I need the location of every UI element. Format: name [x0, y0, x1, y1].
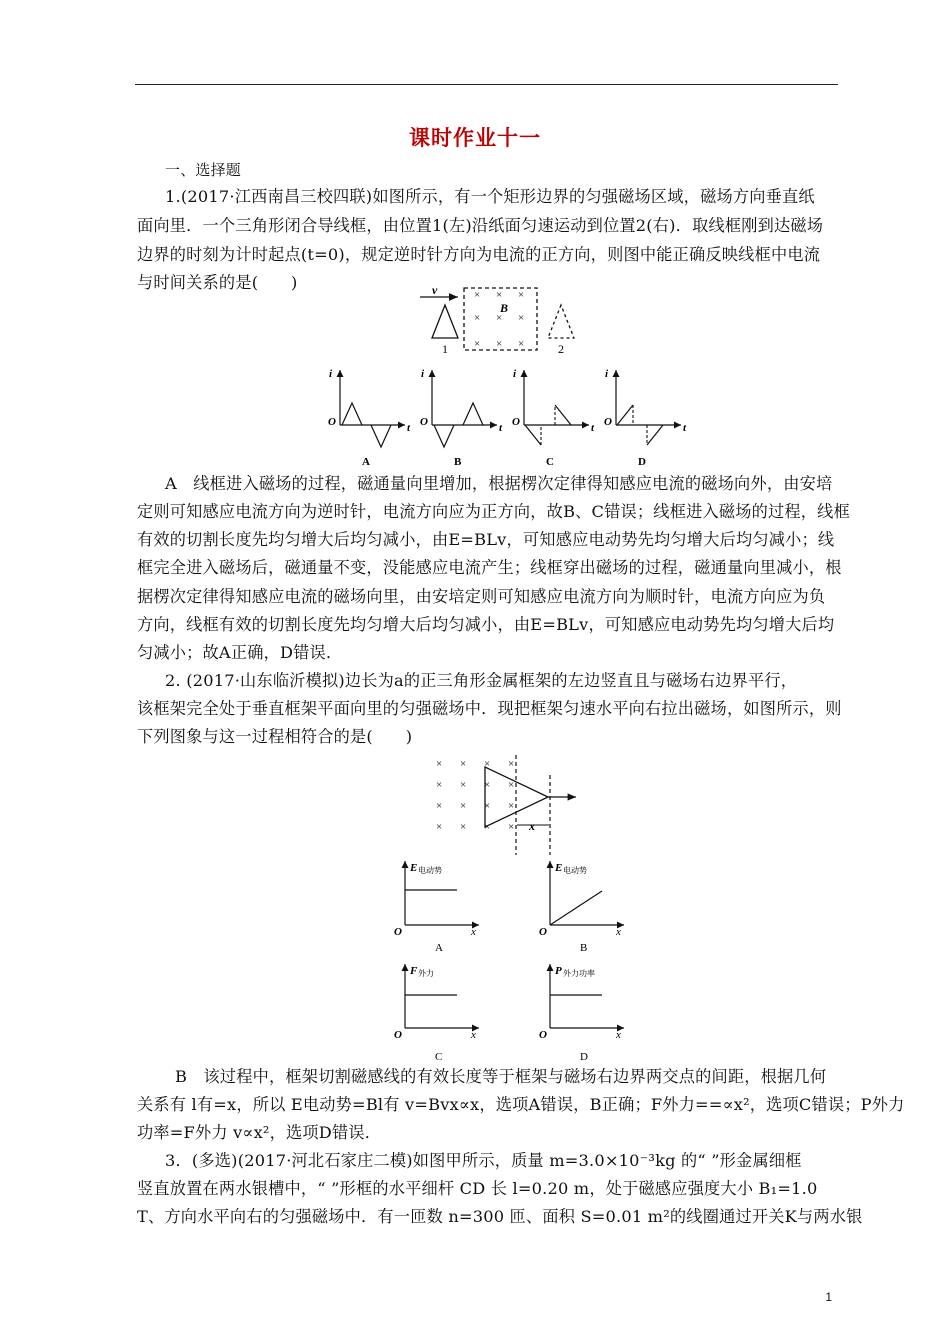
svg-text:×: × — [460, 758, 467, 770]
q1-line-2: 面向里．一个三角形闭合导线框，由位置1(左)沿纸面匀速运动到位置2(右)．取线框刚到达磁场 — [137, 216, 824, 235]
option-B-label: B — [454, 456, 462, 468]
q2-setup-figure — [430, 755, 600, 855]
q2-line-1: 2. (2017·山东临沂模拟)边长为a的正三角形金属框架的左边竖直且与磁场右边界平行， — [165, 671, 798, 690]
field-crosses — [474, 289, 524, 350]
svg-text:×: × — [508, 800, 515, 812]
svg-text:x: x — [616, 1029, 621, 1041]
q2-line-3: 下列图象与这一过程相符合的是( ) — [137, 727, 413, 746]
triangle-frame-position-2 — [548, 305, 574, 338]
svg-text:×: × — [460, 800, 467, 812]
q2-graph-A — [394, 861, 479, 954]
svg-text:E: E — [410, 862, 418, 874]
svg-text:t: t — [499, 422, 503, 434]
svg-text:×: × — [518, 312, 525, 324]
q2-graph-C — [394, 964, 479, 1063]
q1-answer-line-4: 框完全进入磁场后，磁通量不变，没能感应电流产生；线框穿出磁场的过程，磁通量向里减小，根 — [137, 558, 842, 577]
field-label-B: B — [500, 301, 509, 315]
svg-text:×: × — [508, 779, 515, 791]
q1-answer-line-5: 据楞次定律得知感应电流的磁场向里，由安培定则可知感应电流方向为顺时针，电流方向应为负 — [137, 587, 826, 606]
page-title: 课时作业十一 — [409, 126, 541, 150]
svg-text:i: i — [329, 368, 333, 380]
svg-text:×: × — [436, 758, 443, 770]
q1-option-graphs — [325, 365, 695, 470]
svg-text:O: O — [328, 416, 336, 428]
svg-text:t: t — [407, 422, 411, 434]
q1-setup-figure — [420, 283, 600, 358]
svg-text:x: x — [471, 1029, 476, 1041]
svg-text:×: × — [460, 821, 467, 833]
q1-graph-A — [328, 368, 411, 468]
svg-text:O: O — [539, 926, 547, 938]
svg-text:×: × — [474, 338, 481, 350]
svg-text:×: × — [484, 821, 491, 833]
q2-answer-line-1: B 该过程中，框架切割磁感线的有效长度等于框架与磁场右边界两交点的间距，根据几何 — [175, 1067, 827, 1086]
q2-answer-line-2: 关系有 l有=x，所以 E电动势=Bl有 v=Bvx∝x，选项A错误，B正确；F外力==∝x²，选项C错误；P外力 — [137, 1095, 905, 1114]
velocity-label: v — [432, 283, 438, 297]
q2-graph-B — [539, 861, 624, 954]
svg-text:×: × — [460, 779, 467, 791]
svg-text:外力: 外力 — [418, 969, 434, 978]
q3-line-1: 3．(多选)(2017·河北石家庄二模)如图甲所示，质量 m=3.0×10⁻³kg 的“ ”形金属细框 — [165, 1151, 802, 1170]
svg-text:×: × — [484, 779, 491, 791]
svg-text:×: × — [496, 289, 503, 301]
svg-text:×: × — [508, 821, 515, 833]
q2-option-D-label: D — [580, 1051, 588, 1063]
svg-text:O: O — [394, 1029, 402, 1041]
svg-text:×: × — [436, 800, 443, 812]
header-rule — [135, 84, 838, 85]
svg-text:×: × — [518, 338, 525, 350]
svg-text:O: O — [420, 416, 428, 428]
svg-text:电动势: 电动势 — [418, 866, 442, 875]
q3-line-2: 竖直放置在两水银槽中，“ ”形框的水平细杆 CD 长 l=0.20 m，处于磁感应强度大小 B₁=1.0 — [137, 1179, 818, 1198]
triangle-frame-position-1 — [432, 305, 458, 338]
svg-text:×: × — [474, 312, 481, 324]
q2-line-2: 该框架完全处于垂直框架平面向里的匀强磁场中．现把框架匀速水平向右拉出磁场，如图所示，则 — [137, 699, 842, 718]
svg-text:×: × — [484, 800, 491, 812]
svg-text:x: x — [471, 926, 476, 938]
page-number: 1 — [825, 1290, 832, 1304]
q1-answer-line-2: 定则可知感应电流方向为逆时针，电流方向应为正方向，故B、C错误；线框进入磁场的过程，线框 — [137, 502, 850, 521]
svg-text:i: i — [513, 368, 517, 380]
svg-text:P: P — [555, 965, 562, 977]
svg-text:O: O — [539, 1029, 547, 1041]
svg-text:i: i — [605, 368, 609, 380]
svg-text:×: × — [436, 821, 443, 833]
svg-text:O: O — [512, 416, 520, 428]
svg-text:t: t — [591, 422, 595, 434]
position-2-label: 2 — [558, 342, 564, 356]
option-A-label: A — [362, 456, 370, 468]
svg-text:电动势: 电动势 — [563, 866, 587, 875]
svg-text:×: × — [508, 758, 515, 770]
svg-text:O: O — [394, 926, 402, 938]
q1-line-1: 1.(2017·江西南昌三校四联)如图所示，有一个矩形边界的匀强磁场区域，磁场方向垂直纸 — [165, 187, 815, 206]
svg-text:×: × — [518, 289, 525, 301]
q1-answer-line-6: 方向，线框有效的切割长度先均匀增大后均匀减小，由E=BLv，可知感应电动势先均匀增大后均 — [137, 615, 835, 634]
q2-answer-line-3: 功率=F外力 v∝x²，选项D错误． — [137, 1123, 382, 1142]
option-C-label: C — [546, 456, 554, 468]
q1-answer-line-3: 有效的切割长度先均匀增大后均匀减小，由E=BLv，可知感应电动势先均匀增大后均匀减小；线 — [137, 530, 835, 549]
q1-graph-D — [604, 368, 687, 468]
section-heading: 一、选择题 — [165, 161, 242, 179]
svg-text:O: O — [604, 416, 612, 428]
q1-line-3: 边界的时刻为计时起点(t=0)，规定逆时针方向为电流的正方向，则图中能正确反映线框中电流 — [137, 245, 821, 264]
q2-field-crosses — [436, 758, 514, 833]
q1-graph-B — [420, 368, 503, 468]
svg-text:外力功率: 外力功率 — [563, 969, 595, 978]
q2-graph-D — [539, 964, 624, 1063]
q2-option-A-label: A — [435, 942, 443, 954]
x-dimension-label: x — [529, 819, 535, 833]
q2-option-B-label: B — [580, 942, 588, 954]
q2-option-graphs — [385, 855, 645, 1065]
svg-text:F: F — [410, 965, 418, 977]
svg-text:×: × — [484, 758, 491, 770]
q3-line-3: T、方向水平向右的匀强磁场中．有一匝数 n=300 匝、面积 S=0.01 m²的线圈通过开关K与两水银 — [137, 1207, 863, 1226]
q1-answer-line-7: 匀减小；故A正确，D错误． — [137, 643, 343, 662]
svg-text:×: × — [436, 779, 443, 791]
svg-text:×: × — [474, 289, 481, 301]
q2-option-C-label: C — [435, 1051, 443, 1063]
svg-text:t: t — [683, 422, 687, 434]
svg-text:×: × — [496, 312, 503, 324]
svg-text:×: × — [496, 338, 503, 350]
svg-text:i: i — [421, 368, 425, 380]
position-1-label: 1 — [442, 342, 448, 356]
q1-line-4: 与时间关系的是( ) — [137, 273, 298, 292]
q1-graph-C — [512, 368, 595, 468]
q1-answer-line-1: A 线框进入磁场的过程，磁通量向里增加，根据楞次定律得知感应电流的磁场向外，由安培 — [165, 474, 833, 493]
svg-text:E: E — [555, 862, 563, 874]
option-D-label: D — [638, 456, 646, 468]
svg-text:x: x — [616, 926, 621, 938]
